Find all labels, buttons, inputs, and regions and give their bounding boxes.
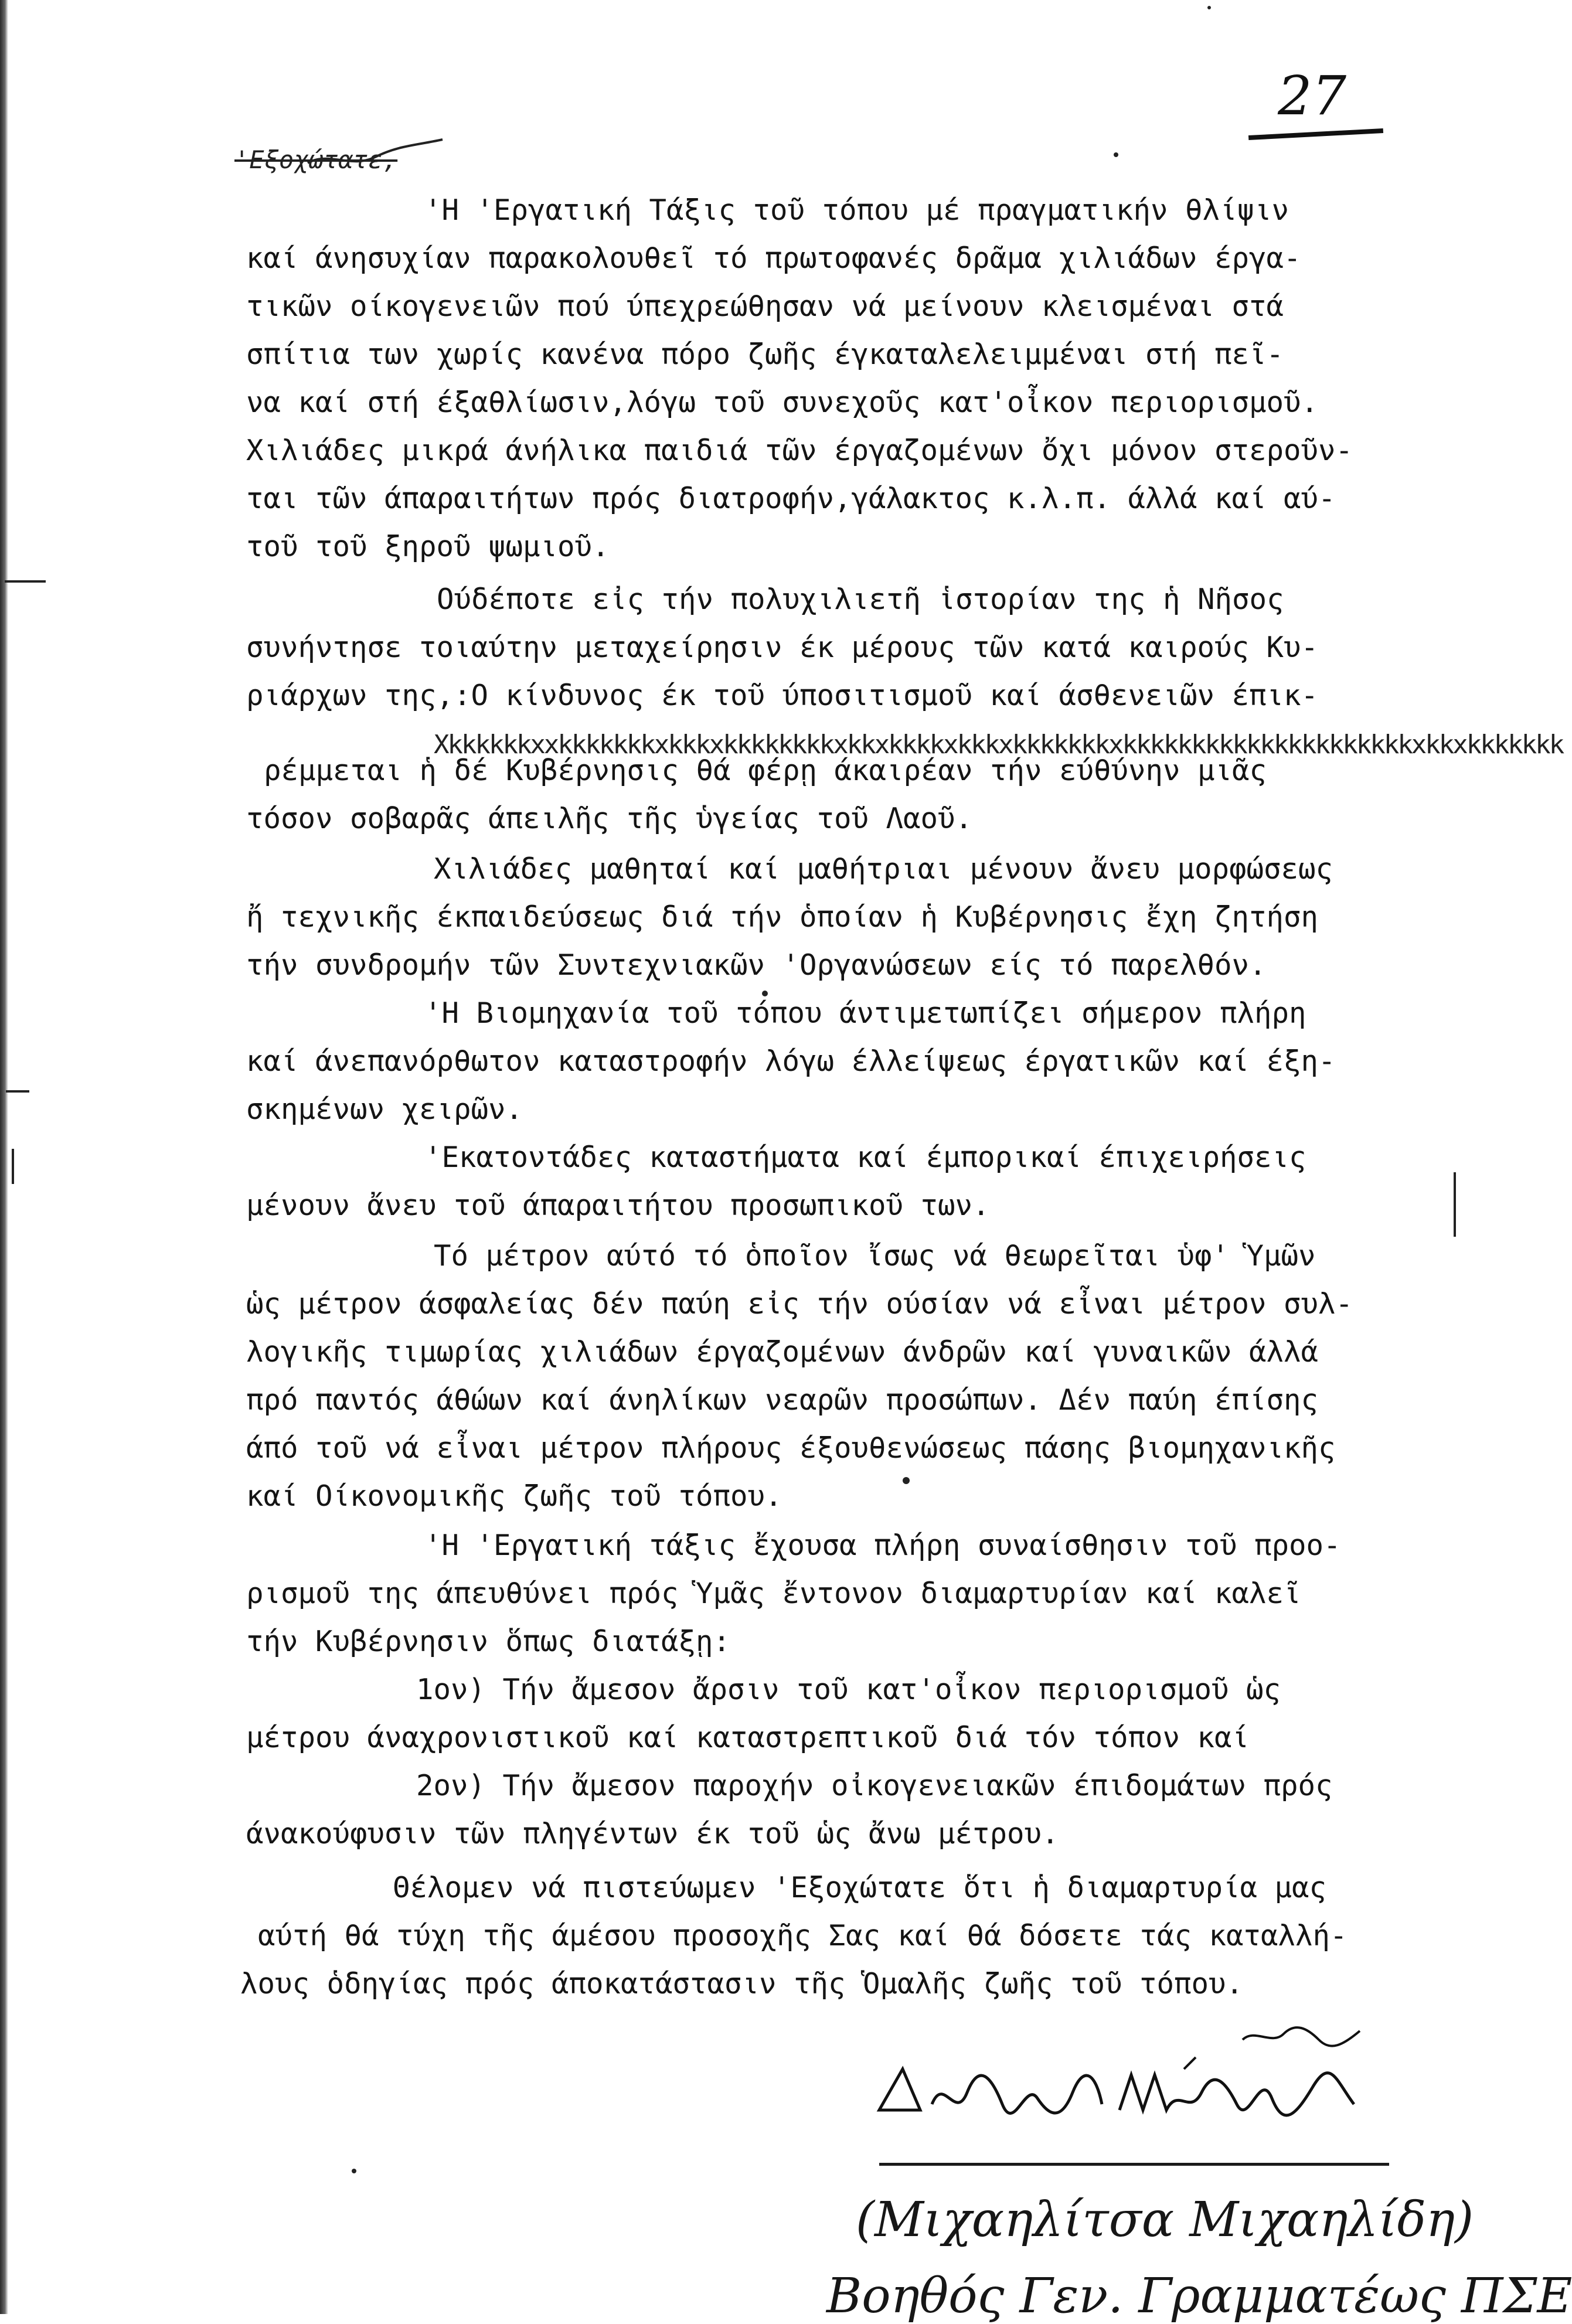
body-line: σκημένων χειρῶν.: [246, 1093, 523, 1126]
body-line: τικῶν οίκογενειῶν πού ύπεχρεώθησαν νά μείνουν κλεισμέναι στά: [246, 290, 1284, 323]
margin-mark: [6, 1090, 29, 1093]
ink-speck: [762, 991, 768, 996]
body-line: 'Η Βιομηχανία τοῦ τόπου άντιμετωπίζει σήμερον πλήρη: [424, 996, 1306, 1030]
body-line: συνήντησε τοιαύτην μεταχείρησιν έκ μέρους τῶν κατά καιρούς Κυ-: [246, 631, 1319, 664]
body-line: μένουν ἄνευ τοῦ άπαραιτήτου προσωπικοῦ των.: [246, 1189, 990, 1222]
body-line: τοῦ τοῦ ξηροῦ ψωμιοῦ.: [246, 530, 610, 563]
signature-line: [879, 2163, 1389, 2166]
ink-speck: [1207, 6, 1211, 9]
ink-speck: [903, 1477, 910, 1484]
body-line: καί άνησυχίαν παρακολουθεῖ τό πρωτοφανές δρᾶμα χιλιάδων έργα-: [246, 241, 1301, 275]
body-line: Θέλομεν νά πιστεύωμεν 'Εξοχώτατε ὅτι ἡ διαμαρτυρία μας: [393, 1871, 1327, 1904]
body-line: ἤ τεχνικῆς έκπαιδεύσεως διά τήν ὁποίαν ἡ Κυβέρνησις ἔχη ζητήση: [246, 900, 1319, 934]
body-line: ριάρχων της,:Ο κίνδυνος έκ τοῦ ύποσιτισμοῦ καί άσθενειῶν έπικ-: [246, 679, 1319, 712]
body-line: αύτή θά τύχη τῆς άμέσου προσοχῆς Σας καί θά δόσετε τάς καταλλή-: [258, 1919, 1348, 1952]
body-line: 'Η 'Εργατική Τάξις τοῦ τόπου μέ πραγματικήν θλίψιν: [424, 193, 1289, 227]
body-line: να καί στή έξαθλίωσιν,λόγω τοῦ συνεχοῦς κατ'οἶκον περιορισμοῦ.: [246, 386, 1319, 419]
body-line: άπό τοῦ νά εἶναι μέτρον πλήρους έξουθενώσεως πάσης βιομηχανικῆς: [246, 1431, 1336, 1465]
body-line: μέτρου άναχρονιστικοῦ καί καταστρεπτικοῦ διά τόν τόπον καί: [246, 1721, 1250, 1754]
body-line: πρό παντός άθώων καί άνηλίκων νεαρῶν προσώπων. Δέν παύη έπίσης: [246, 1383, 1319, 1417]
ink-speck: [352, 2169, 356, 2173]
body-line: λους ὁδηγίας πρός άποκατάστασιν τῆς Ὁμαλῆς ζωῆς τοῦ τόπου.: [240, 1967, 1244, 2000]
body-line: τήν συνδρομήν τῶν Συντεχνιακῶν 'Οργανώσεων είς τό παρελθόν.: [246, 948, 1267, 982]
page-number: 27: [1278, 64, 1347, 127]
body-line: 2ον) Τήν ἄμεσον παροχήν οἰκογενειακῶν έπιδομάτων πρός: [416, 1769, 1333, 1802]
body-line: σπίτια των χωρίς κανένα πόρο ζωῆς έγκαταλελειμμέναι στή πεῖ-: [246, 338, 1284, 371]
body-line: καί άνεπανόρθωτον καταστροφήν λόγω έλλείψεως έργατικῶν καί έξη-: [246, 1044, 1336, 1078]
page-number-underline: [1248, 128, 1383, 140]
body-line: Ούδέποτε εἰς τήν πολυχιλιετῆ ἱστορίαν της ἡ Νῆσος: [437, 583, 1284, 616]
body-line: ρέμμεται ἡ δέ Κυβέρνησις θά φέρῃ άκαιρέαν τήν εύθύνην μιᾶς: [264, 754, 1267, 787]
handwritten-signature: [867, 2005, 1395, 2134]
salutation-scribble: [305, 134, 445, 175]
body-line: 'Η 'Εργατική τάξις ἔχουσα πλήρη συναίσθησιν τοῦ προο-: [424, 1529, 1341, 1562]
body-line: Χιλιάδες μαθηταί καί μαθήτριαι μένουν ἄνευ μορφώσεως: [434, 852, 1333, 886]
body-line: λογικῆς τιμωρίας χιλιάδων έργαζομένων άνδρῶν καί γυναικῶν άλλά: [246, 1335, 1319, 1369]
signatory-title: Βοηθός Γεν. Γραμματέως ΠΣΕ: [826, 2268, 1572, 2324]
signatory-name: (Μιχαηλίτσα Μιχαηλίδη): [856, 2192, 1474, 2248]
margin-mark: [12, 1149, 14, 1184]
ink-speck: [1114, 152, 1118, 157]
body-line: Χιλιάδες μικρά άνήλικα παιδιά τῶν έργαζομένων ὄχι μόνον στεροῦν-: [246, 434, 1353, 467]
body-line: ὡς μέτρον άσφαλείας δέν παύη εἰς τήν ούσίαν νά εἶναι μέτρον συλ-: [246, 1287, 1353, 1321]
salutation: 'Εξοχώτατε,: [234, 145, 398, 174]
body-line: άνακούφυσιν τῶν πληγέντων έκ τοῦ ὡς ἄνω μέτρου.: [246, 1817, 1059, 1850]
page-edge-shadow: [0, 0, 8, 2314]
body-line: ται τῶν άπαραιτήτων πρός διατροφήν,γάλακτος κ.λ.π. άλλά καί αύ-: [246, 482, 1336, 515]
body-line: ρισμοῦ της άπευθύνει πρός Ὑμᾶς ἔντονον διαμαρτυρίαν καί καλεῖ: [246, 1577, 1301, 1610]
body-line: 'Εκατοντάδες καταστήματα καί έμπορικαί έπιχειρήσεις: [424, 1141, 1306, 1174]
body-line: τήν Κυβέρνησιν ὅπως διατάξῃ:: [246, 1625, 731, 1658]
body-line: καί Οίκονομικῆς ζωῆς τοῦ τόπου.: [246, 1479, 782, 1513]
body-line: τόσον σοβαρᾶς άπειλῆς τῆς ὑγείας τοῦ Λαοῦ.: [246, 802, 973, 835]
struck-out-typing: Xkkkkkkxxkkkkkkkxkkkxkkkkkkkkxkkxkkkkxkkkxkkkkkkkxkkkkkkkkkkkkkkkkkkkkkxkkxkkkkkkk: [434, 730, 1563, 760]
body-line: Τό μέτρον αύτό τό ὁποῖον ἴσως νά θεωρεῖται ὑφ' Ὑμῶν: [434, 1239, 1316, 1272]
margin-mark: [5, 580, 46, 583]
margin-mark: [1454, 1172, 1456, 1237]
body-line: 1ον) Τήν ἄμεσον ἄρσιν τοῦ κατ'οἶκον περιορισμοῦ ὡς: [416, 1673, 1281, 1706]
